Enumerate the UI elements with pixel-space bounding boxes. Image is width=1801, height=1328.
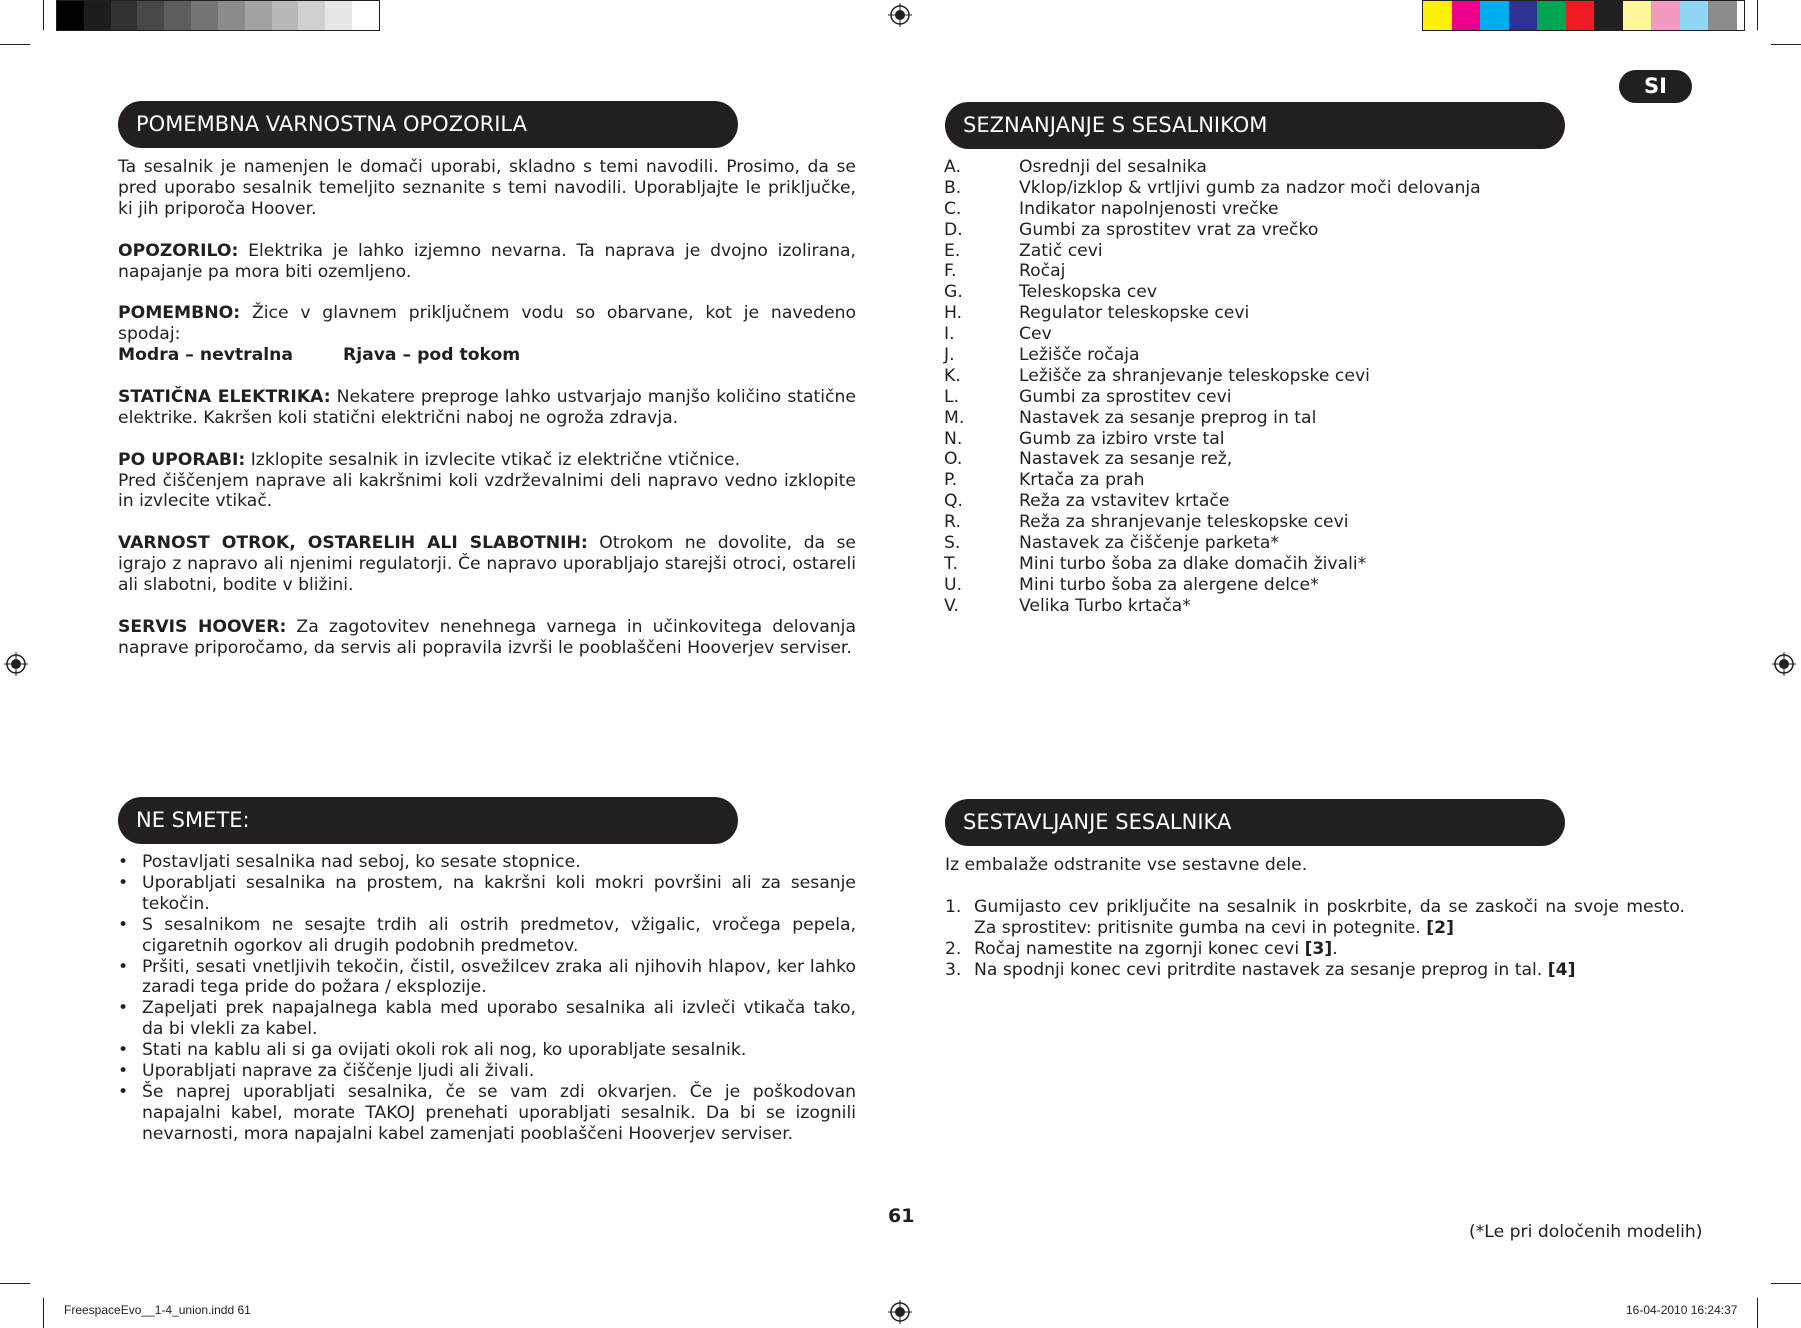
parts-list-item (944, 387, 1481, 408)
crop-mark-bottom-left-v (43, 1298, 44, 1328)
parts-letter: G. (944, 282, 963, 303)
parts-text: Gumbi za sprostitev cevi (1019, 386, 1232, 407)
bullet-icon: • (118, 1040, 129, 1061)
crop-mark-bottom-right-h (1771, 1283, 1801, 1284)
bullet-icon: • (118, 872, 129, 893)
parts-text: Zatič cevi (1019, 240, 1103, 261)
calibration-swatch (1680, 1, 1709, 30)
parts-letter: J. (944, 345, 955, 366)
parts-letter: E. (944, 240, 961, 261)
parts-list-item (944, 491, 1481, 512)
parts-letter: A. (944, 157, 961, 177)
donts-list-item (118, 915, 856, 957)
crop-mark-top-left-h (0, 44, 30, 45)
parts-list-item (944, 533, 1481, 554)
step-figure-ref: [2] (1426, 917, 1454, 938)
parts-letter: D. (944, 219, 963, 240)
registration-mark-bottom-icon (888, 1300, 912, 1324)
parts-letter: Q. (944, 491, 963, 512)
safety-warning (118, 241, 856, 283)
bullet-icon: • (118, 956, 129, 977)
calibration-swatch (57, 1, 84, 30)
parts-text: Teleskopska cev (1019, 282, 1158, 303)
calibration-swatch (111, 1, 138, 30)
crop-mark-top-right-h (1771, 44, 1801, 45)
parts-letter: U. (944, 574, 963, 595)
parts-letter: N. (944, 428, 963, 449)
parts-letter: K. (944, 365, 961, 386)
slug-file: FreespaceEvo__1-4_union.indd 61 (64, 1303, 251, 1317)
static-label: STATIČNA ELEKTRIKA: (118, 386, 331, 407)
parts-letter: O. (944, 449, 963, 470)
calibration-swatch (272, 1, 299, 30)
parts-letter: T. (944, 553, 958, 574)
parts-list-item (944, 512, 1481, 533)
safety-after-use (118, 450, 856, 471)
step-number: 2. (945, 938, 962, 959)
parts-text: Nastavek za sesanje rež, (1019, 449, 1233, 470)
donts-text: Še naprej uporabljati sesalnika, če se vam zdi okvarjen. Če je poškodovan napajalni kabel, morate TAKOJ prenehati uporabljati sesalnik. Da bi se izognili nevarnosti, mora napajalni kabel zamenjati pooblaščeni Hooverjev serviser. (142, 1081, 856, 1144)
parts-list-item (944, 178, 1481, 199)
parts-text: Velika Turbo krtača* (1019, 595, 1191, 616)
parts-text: Regulator teleskopske cevi (1019, 303, 1250, 324)
donts-list-item (118, 1061, 856, 1082)
safety-service (118, 617, 856, 659)
safety-text (118, 157, 856, 659)
calibration-swatch (352, 1, 379, 30)
parts-header: SEZNANJANJE S SESALNIKOM (945, 102, 1565, 149)
calibration-swatch (191, 1, 218, 30)
donts-text: Uporabljati naprave za čiščenje ljudi ali živali. (142, 1061, 535, 1082)
parts-text: Nastavek za čiščenje parketa* (1019, 533, 1279, 554)
registration-mark-top-icon (888, 3, 912, 27)
parts-text: Osrednji del sesalnika (1019, 157, 1207, 177)
parts-text: Reža za vstavitev krtače (1019, 491, 1230, 512)
parts-list-item (944, 575, 1481, 596)
step-body: Ročaj namestite na zgornji konec cevi (974, 938, 1305, 959)
calibration-swatch (137, 1, 164, 30)
children-label: VARNOST OTROK, OSTARELIH ALI SLABOTNIH: (118, 533, 588, 554)
calibration-swatch (1423, 1, 1452, 30)
parts-text: Gumbi za sprostitev vrat za vrečko (1019, 219, 1319, 240)
step-number: 1. (945, 897, 962, 917)
parts-list-item (944, 199, 1481, 220)
bullet-icon: • (118, 998, 129, 1019)
footnote: (*Le pri določenih modelih) (1469, 1222, 1703, 1242)
children-text: Otrokom ne dovolite, da se igrajo z napravo ali njenimi regulatorji. Če napravo uporabljajo starejši otroci, ostareli ali slabotni, bodite v bližini. (118, 533, 856, 596)
donts-text: Stati na kablu ali si ga ovijati okoli rok ali nog, ko uporabljate sesalnik. (142, 1040, 747, 1061)
parts-text: Vklop/izklop & vrtljivi gumb za nadzor moči delovanja (1019, 177, 1481, 198)
parts-text: Gumb za izbiro vrste tal (1019, 428, 1225, 449)
parts-letter: C. (944, 198, 962, 219)
assembly-step (945, 939, 1685, 960)
slug-date: 16-04-2010 16:24:37 (1626, 1303, 1738, 1317)
parts-letter: B. (944, 177, 962, 198)
service-text: Za zagotovitev nenehnega varnega in učinkovitega delovanja naprave priporočamo, da servis ali popravila izvrši le pooblaščeni Hooverjev serviser. (118, 616, 856, 658)
parts-letter: F. (944, 261, 957, 282)
calibration-swatch (1566, 1, 1595, 30)
wire-brown: Rjava – pod tokom (343, 345, 521, 366)
parts-letter: M. (944, 407, 965, 428)
parts-letter: P. (944, 470, 958, 491)
calibration-swatch (1594, 1, 1623, 30)
calibration-swatch (1651, 1, 1680, 30)
wire-blue: Modra – nevtralna (118, 345, 293, 366)
step-tail: . (1332, 938, 1338, 959)
assembly-header: SESTAVLJANJE SESALNIKA (945, 799, 1565, 846)
donts-list-item (118, 1082, 856, 1145)
step-body: Gumijasto cev priključite na sesalnik in poskrbite, da se zaskoči na svoje mesto. Za sprostitev: pritisnite gumba na cevi in potegnite. (974, 897, 1685, 938)
donts-list-item (118, 852, 856, 873)
calibration-swatch (325, 1, 352, 30)
parts-text: Cev (1019, 324, 1052, 345)
parts-list-item (944, 554, 1481, 575)
parts-list (944, 157, 1481, 617)
parts-text: Ročaj (1019, 261, 1066, 282)
safety-children (118, 533, 856, 596)
parts-text: Nastavek za sesanje preprog in tal (1019, 407, 1317, 428)
parts-list-item (944, 429, 1481, 450)
important-label: POMEMBNO: (118, 303, 241, 324)
parts-list-item (944, 345, 1481, 366)
registration-mark-left-icon (4, 652, 28, 676)
after-text-2: Pred čiščenjem naprave ali kakršnimi koli vzdrževalnimi deli napravo vedno izklopite in izvlecite vtikač. (118, 470, 856, 512)
calibration-swatch (1537, 1, 1566, 30)
assembly-steps (945, 897, 1685, 981)
parts-letter: L. (944, 386, 960, 407)
grayscale-calibration-bar (56, 0, 380, 31)
parts-letter: H. (944, 303, 963, 324)
step-body: Na spodnji konec cevi pritrdite nastavek za sesanje preprog in tal. (974, 959, 1548, 980)
parts-list-item (944, 366, 1481, 387)
warning-label: OPOZORILO: (118, 240, 239, 261)
parts-text: Ležišče za shranjevanje teleskopske cevi (1019, 365, 1370, 386)
donts-header: NE SMETE: (118, 797, 738, 844)
after-text: Izklopite sesalnik in izvlecite vtikač iz električne vtičnice. (245, 449, 741, 470)
after-label: PO UPORABI: (118, 449, 246, 470)
calibration-swatch (298, 1, 325, 30)
donts-list-item (118, 1040, 856, 1061)
step-number: 3. (945, 959, 962, 980)
calibration-swatch (84, 1, 111, 30)
warning-text: Elektrika je lahko izjemno nevarna. Ta naprava je dvojno izolirana, napajanje pa mora biti ozemljeno. (118, 240, 856, 282)
safety-static (118, 387, 856, 429)
parts-list-item (944, 282, 1481, 303)
parts-letter: I. (944, 324, 955, 345)
parts-list-item (944, 408, 1481, 429)
bullet-icon: • (118, 1061, 129, 1082)
crop-mark-bottom-right-v (1757, 1298, 1758, 1328)
donts-list-item (118, 957, 856, 999)
parts-text: Mini turbo šoba za dlake domačih živali* (1019, 553, 1367, 574)
parts-list-item (944, 157, 1481, 178)
parts-list-item (944, 303, 1481, 324)
donts-text: Zapeljati prek napajalnega kabla med uporabo sesalnika ali izvleči vtikača tako, da bi vlekli za kabel. (142, 998, 856, 1040)
bullet-icon: • (118, 852, 129, 872)
calibration-swatch (1480, 1, 1509, 30)
parts-list-item (944, 324, 1481, 345)
parts-letter: S. (944, 533, 961, 554)
calibration-swatch (1452, 1, 1481, 30)
crop-mark-top-left-v (43, 0, 44, 30)
parts-list-item (944, 220, 1481, 241)
bullet-icon: • (118, 1081, 129, 1102)
page-number: 61 (888, 1205, 915, 1227)
safety-header: POMEMBNA VARNOSTNA OPOZORILA (118, 101, 738, 148)
parts-list-item (944, 261, 1481, 282)
assembly-step (945, 960, 1685, 981)
crop-mark-bottom-left-h (0, 1283, 30, 1284)
donts-text: Pršiti, sesati vnetljivih tekočin, čistil, osvežilcev zraka ali njihovih hlapov, ker lahko zaradi tega pride do požara / eksplozije. (142, 956, 856, 998)
parts-letter: R. (944, 512, 961, 533)
assembly-intro: Iz embalaže odstranite vse sestavne dele. (945, 855, 1308, 875)
parts-text: Mini turbo šoba za alergene delce* (1019, 574, 1319, 595)
calibration-swatch (1623, 1, 1652, 30)
language-badge: SI (1619, 70, 1692, 103)
step-text (974, 939, 1685, 960)
donts-list (118, 852, 856, 1145)
parts-list-item (944, 241, 1481, 262)
service-label: SERVIS HOOVER: (118, 616, 287, 637)
parts-text: Krtača za prah (1019, 470, 1145, 491)
safety-intro: Ta sesalnik je namenjen le domači uporabi, skladno s temi navodili. Prosimo, da se pred uporabo sesalnik temeljito seznanite s temi navodili. Uporabljajte le priključke, ki jih priporoča Hoover. (118, 157, 856, 219)
step-figure-ref: [3] (1304, 938, 1333, 959)
wire-colors (118, 345, 856, 366)
step-figure-ref: [4] (1547, 959, 1576, 980)
assembly-step (945, 897, 1685, 939)
donts-text: S sesalnikom ne sesajte trdih ali ostrih predmetov, vžigalic, vročega pepela, cigaretnih ogorkov ali drugih podobnih predmetov. (142, 914, 856, 956)
static-text: Nekatere preproge lahko ustvarjajo manjšo količino statične elektrike. Kakršen koli statični električni naboj ne ogroža zdravja. (118, 386, 856, 428)
bullet-icon: • (118, 914, 129, 935)
crop-mark-top-right-v (1757, 0, 1758, 30)
safety-important (118, 303, 856, 345)
donts-list-item (118, 998, 856, 1040)
color-calibration-bar (1422, 0, 1745, 31)
important-text: Žice v glavnem priključnem vodu so obarvane, kot je navedeno spodaj: (118, 303, 856, 345)
parts-list-item (944, 470, 1481, 491)
calibration-swatch (1509, 1, 1538, 30)
calibration-swatch (1708, 1, 1737, 30)
parts-list-item (944, 596, 1481, 617)
calibration-swatch (218, 1, 245, 30)
donts-text: Postavljati sesalnika nad seboj, ko sesate stopnice. (142, 852, 581, 872)
donts-text: Uporabljati sesalnika na prostem, na kakršni koli mokri površini ali za sesanje tekočin. (142, 872, 856, 914)
step-text (974, 960, 1685, 981)
parts-list-item (944, 449, 1481, 470)
step-text (974, 897, 1685, 939)
parts-letter: V. (944, 595, 960, 616)
parts-text: Reža za shranjevanje teleskopske cevi (1019, 512, 1349, 533)
calibration-swatch (245, 1, 272, 30)
parts-text: Indikator napolnjenosti vrečke (1019, 198, 1279, 219)
donts-list-item (118, 873, 856, 915)
parts-text: Ležišče ročaja (1019, 345, 1140, 366)
registration-mark-right-icon (1772, 652, 1796, 676)
calibration-swatch (164, 1, 191, 30)
